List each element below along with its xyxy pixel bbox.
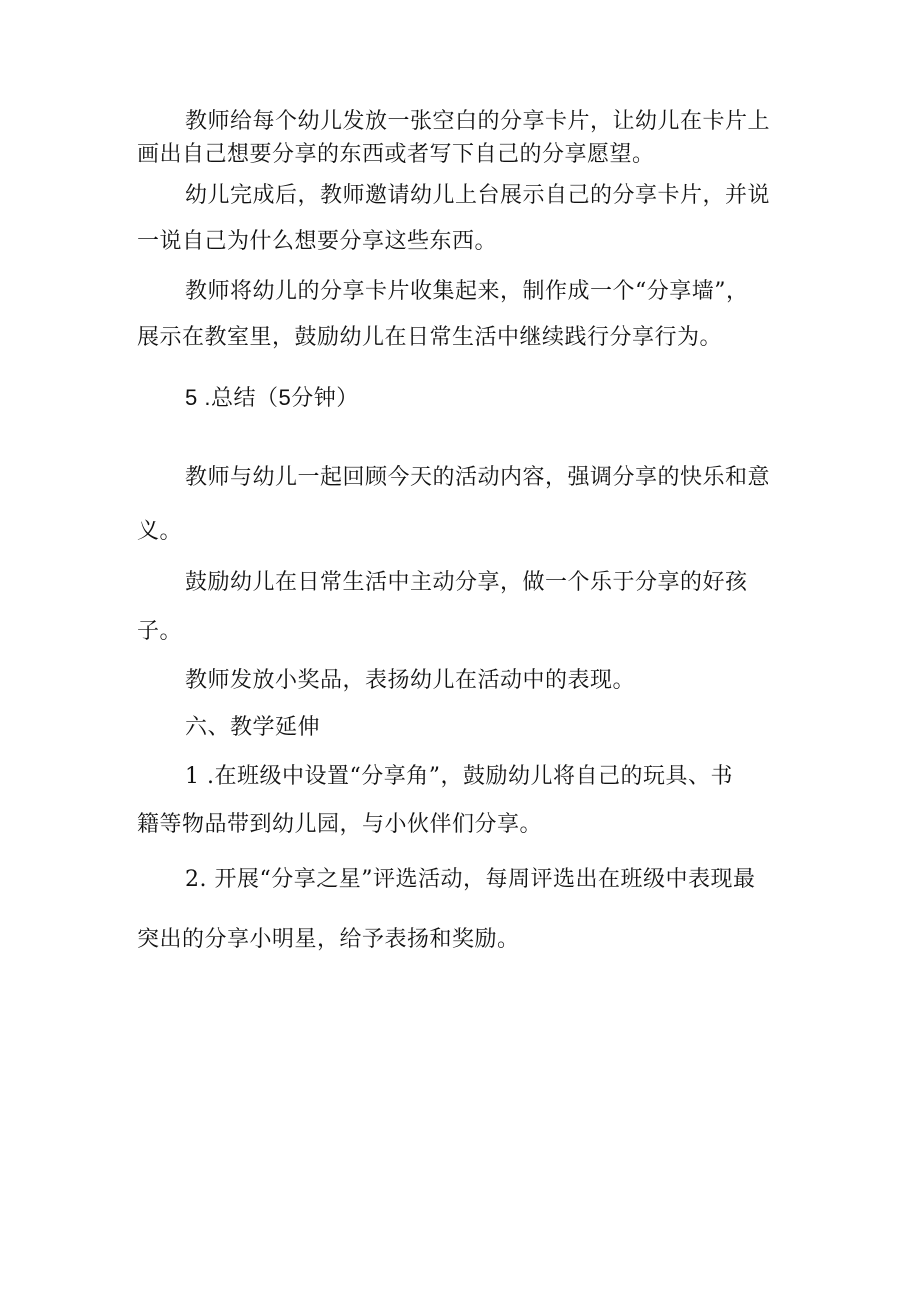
paragraph-line: 子。: [137, 619, 183, 644]
paragraph-line: 鼓励幼儿在日常生活中主动分享，做一个乐于分享的好孩: [185, 570, 748, 595]
paragraph-line: 突出的分享小明星，给予表扬和奖励。: [137, 927, 520, 952]
section-heading: 5 .总结（5分钟）: [185, 385, 359, 410]
paragraph-line: 教师将幼儿的分享卡片收集起来，制作成一个“分享墙”，: [185, 279, 749, 304]
paragraph-line: 幼儿完成后，教师邀请幼儿上台展示自己的分享卡片，并说: [185, 183, 771, 208]
paragraph-line: 籍等物品带到幼儿园，与小伙伴们分享。: [137, 812, 543, 837]
section-heading: 六、教学延伸: [185, 715, 321, 740]
paragraph-line: 教师与幼儿一起回顾今天的活动内容，强调分享的快乐和意: [185, 465, 771, 490]
paragraph-line: 教师给每个幼儿发放一张空白的分享卡片，让幼儿在卡片上: [185, 109, 771, 134]
paragraph-line: 一说自己为什么想要分享这些东西。: [137, 229, 498, 254]
paragraph-line: 义。: [137, 519, 183, 544]
paragraph-line: 2. 开展“分享之星”评选活动，每周评选出在班级中表现最: [185, 867, 756, 892]
paragraph-line: 展示在教室里，鼓励幼儿在日常生活中继续践行分享行为。: [137, 325, 723, 350]
paragraph-line: 画出自己想要分享的东西或者写下自己的分享愿望。: [137, 142, 655, 167]
paragraph-line: 教师发放小奖品，表扬幼儿在活动中的表现。: [185, 668, 636, 693]
paragraph-line: 1 .在班级中设置“分享角”，鼓励幼儿将自己的玩具、书: [185, 764, 733, 789]
